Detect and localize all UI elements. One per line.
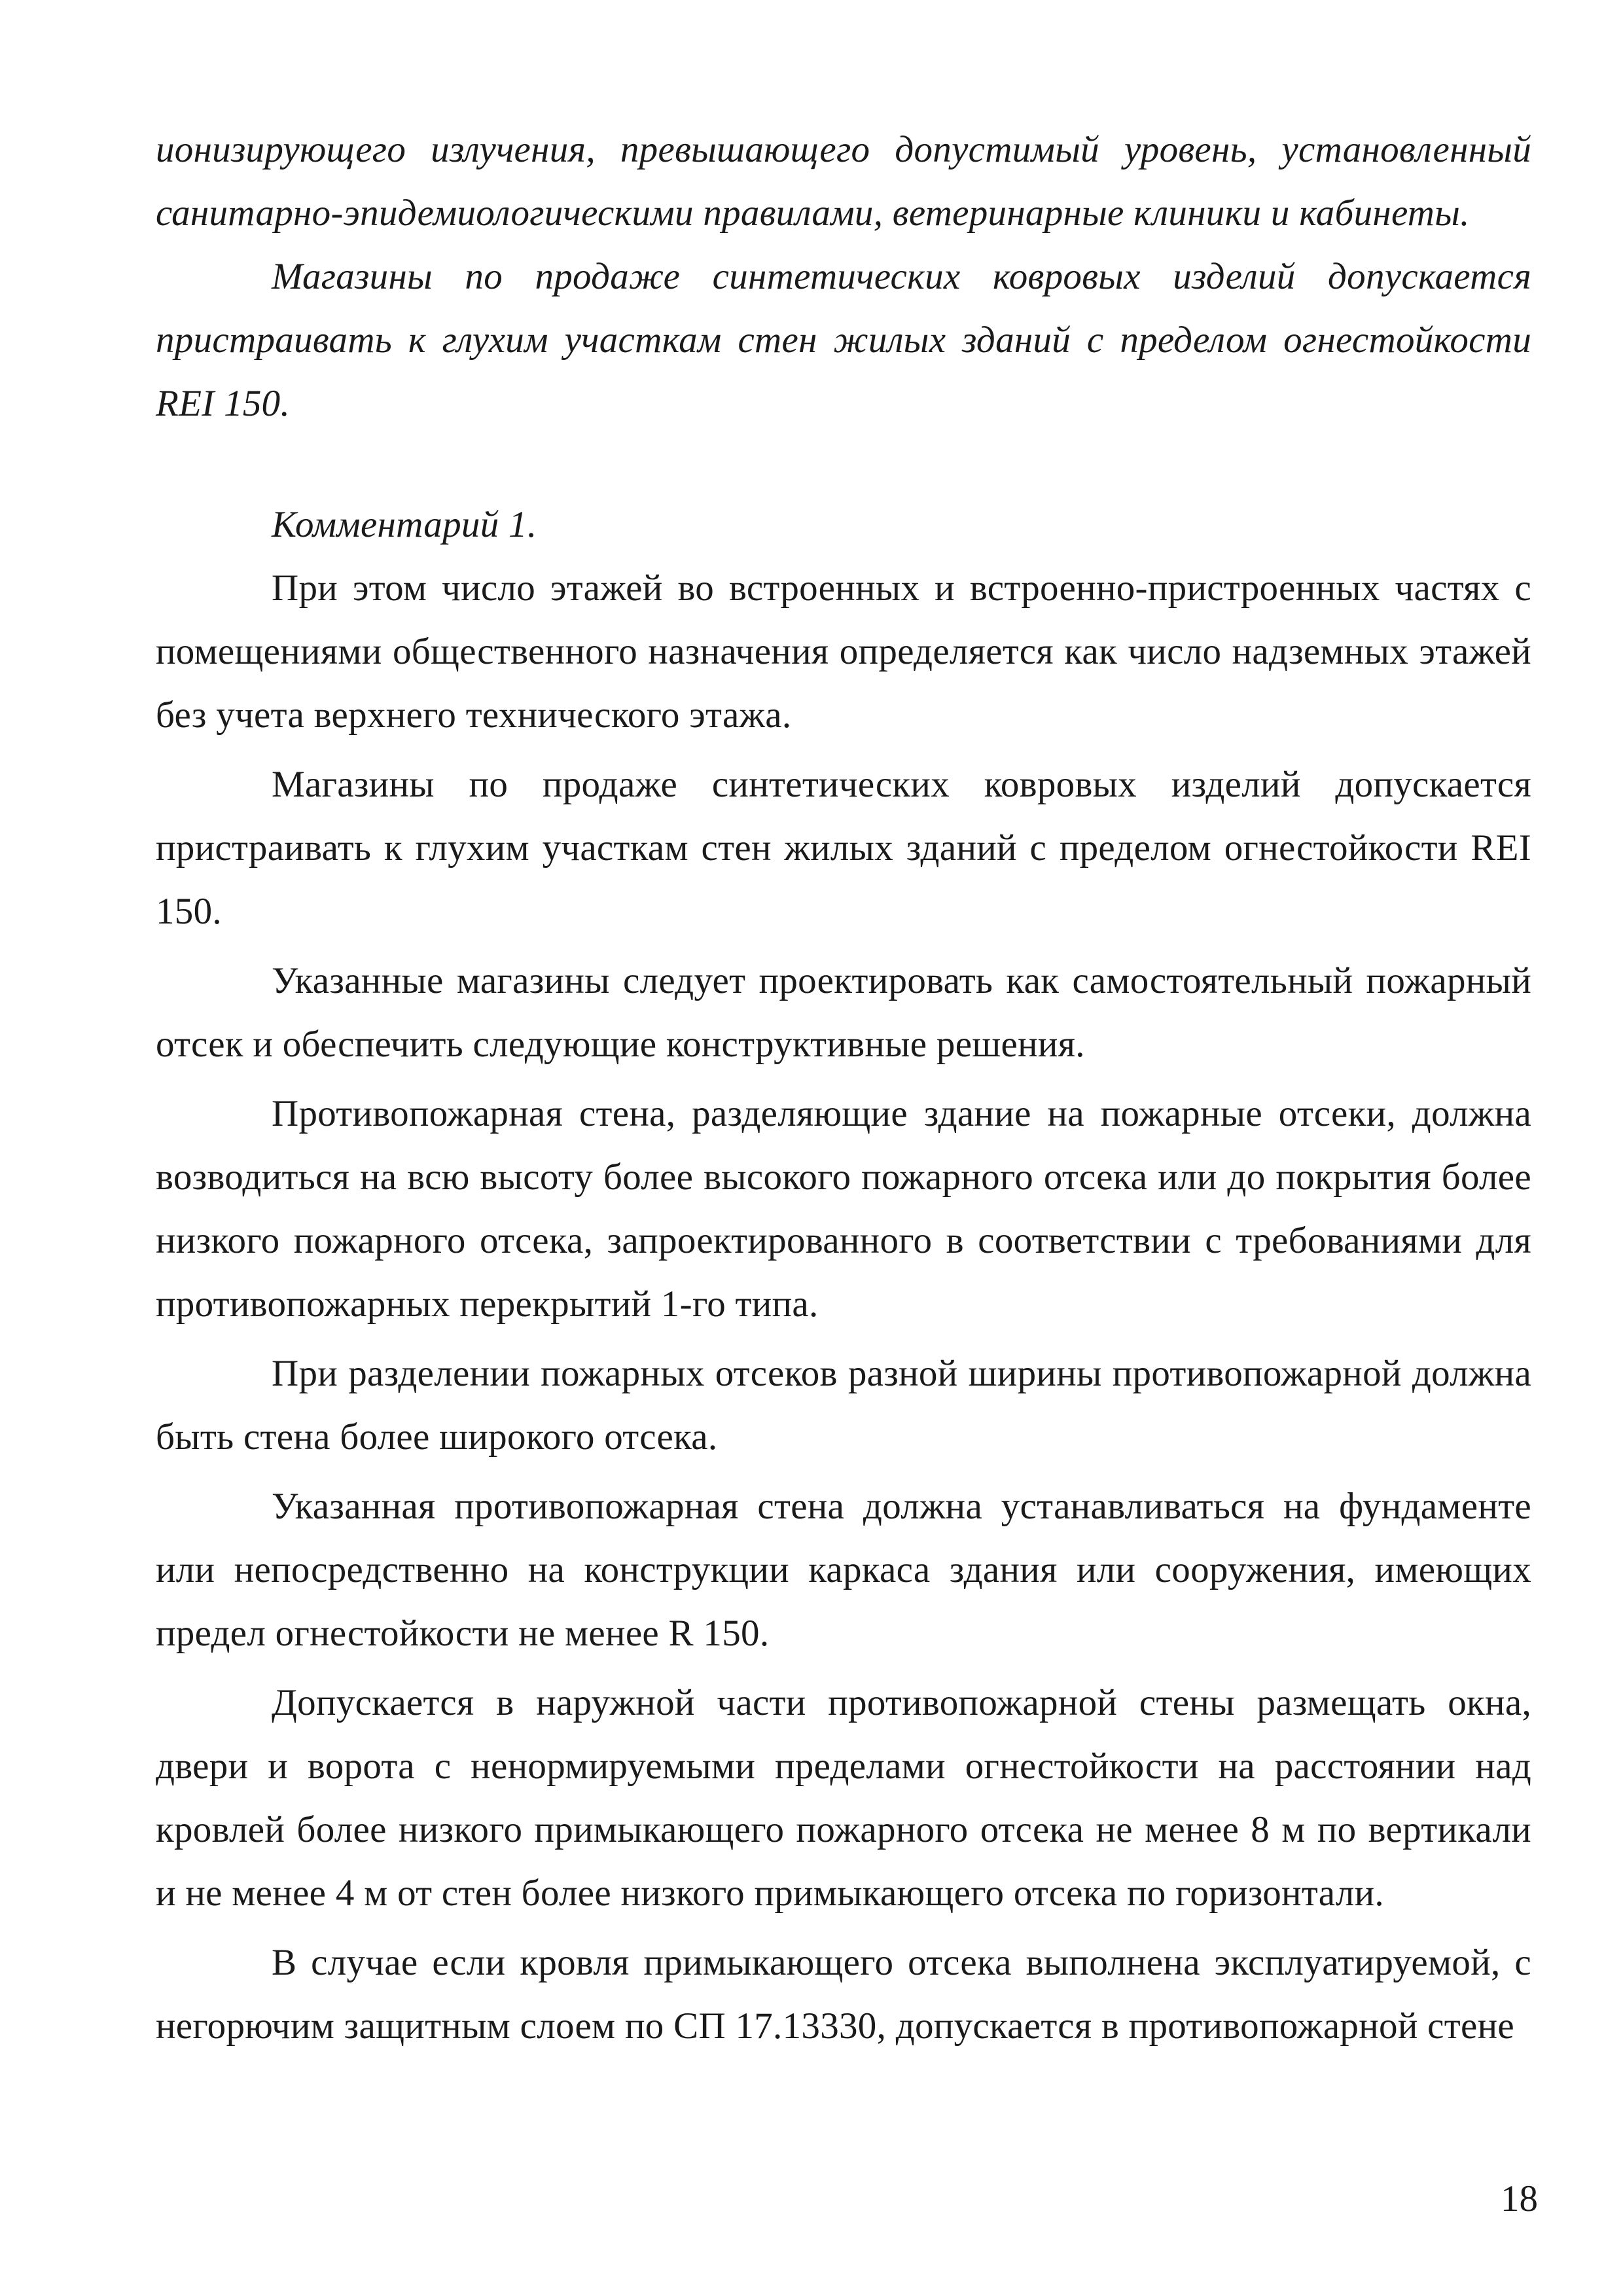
- paragraph-roof: В случае если кровля примыкающего отсека выполнена эксплуатируемой, с негорючим защитным слоем по СП 17.13330, допускается в противопожарной стене: [156, 1942, 1531, 2047]
- paragraph-foundation: Указанная противопожарная стена должна устанавливаться на фундаменте или непосредственно на конструкции каркаса здания или сооружения, имеющих предел огнестойкости не менее R 150.: [156, 1486, 1531, 1654]
- paragraph-openings: Допускается в наружной части противопожарной стены размещать окна, двери и ворота с ненормируемыми пределами огнестойкости на расстоянии над кровлей более низкого примыкающего пожарного отсека не менее 8 м по вертикали и не менее 4 м от стен более низкого примыкающего отсека по горизонтали.: [156, 1682, 1531, 1914]
- comment-heading: Комментарий 1.: [272, 504, 537, 545]
- paragraph-fire-compartment: Указанные магазины следует проектировать как самостоятельный пожарный отсек и обеспечить следующие конструктивные решения.: [156, 960, 1531, 1065]
- paragraph-shops-italic: Магазины по продаже синтетических ковровых изделий допускается пристраивать к глухим участкам стен жилых зданий с пределом огнестойкости REI 150.: [156, 256, 1531, 424]
- body-text: [156, 118, 1531, 2058]
- paragraph-fire-wall: Противопожарная стена, разделяющие здание на пожарные отсеки, должна возводиться на всю высоту более высокого пожарного отсека или до покрытия более низкого пожарного отсека, запроектированного в соответствии с требованиями для противопожарных перекрытий 1-го типа.: [156, 1093, 1531, 1325]
- paragraph-width: При разделении пожарных отсеков разной ширины противопожарной должна быть стена более широкого отсека.: [156, 1353, 1531, 1458]
- page-number: 18: [1501, 2178, 1538, 2219]
- paragraph-floors: При этом число этажей во встроенных и встроенно-пристроенных частях с помещениями общественного назначения определяется как число надземных этажей без учета верхнего технического этажа.: [156, 567, 1531, 736]
- paragraph-continuation: ионизирующего излучения, превышающего допустимый уровень, установленный санитарно-эпидемиологическими правилами, ветеринарные клиники и кабинеты.: [156, 129, 1531, 234]
- paragraph-shops: Магазины по продаже синтетических ковровых изделий допускается пристраивать к глухим участкам стен жилых зданий с пределом огнестойкости REI 150.: [156, 764, 1531, 932]
